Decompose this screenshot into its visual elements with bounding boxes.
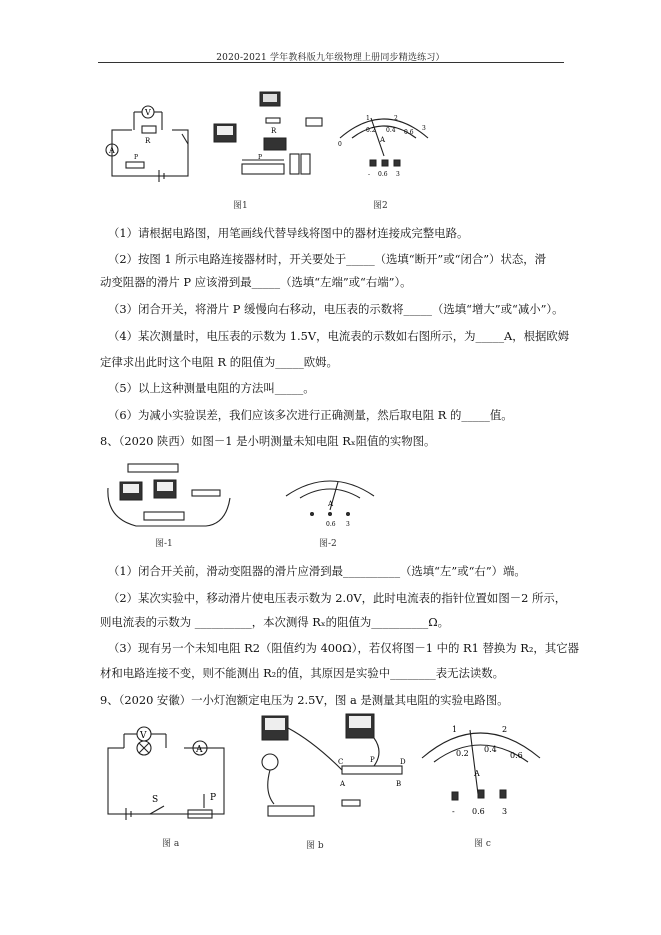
q8-line-3: 则电流表的示数为 __________，本次测得 Rₓ的阻值为__________Ω。 bbox=[100, 615, 450, 629]
voltmeter-symbol-label: V bbox=[145, 108, 151, 117]
q7-line-6: 定律求出此时这个电阻 R 的阻值为_____欧姆。 bbox=[100, 355, 338, 369]
q7-line-3: 动变阻器的滑片 P 应该滑到最_____（选填“左端”或“右端”）。 bbox=[100, 275, 412, 289]
q7-fig1-caption: 图1 bbox=[233, 201, 248, 211]
q7-circuit-diagram bbox=[104, 104, 200, 184]
q8-dial-unit: A bbox=[328, 500, 334, 508]
header-rule bbox=[98, 62, 564, 63]
q7-line-8: （6）为减小实验误差，我们应该多次进行正确测量，然后取电阻 R 的_____值。 bbox=[108, 408, 513, 422]
q9-fig-c-caption: 图 c bbox=[474, 839, 491, 849]
q7-line-5: （4）某次测量时，电压表的示数为 1.5V，电流表的示数如右图所示，为_____A，根据欧姆 bbox=[108, 329, 570, 343]
q8-line-5: 材和电路连接不变，则不能测出 R₂的值，其原因是实验中________表无法读数。 bbox=[100, 666, 505, 680]
q7-line-2: （2）按图 1 所示电路连接器材时，开关要处于_____（选填“断开”或“闭合”）状态，滑 bbox=[108, 252, 547, 266]
dial-1: 1 bbox=[366, 115, 370, 122]
q9-apparatus-photo-b bbox=[244, 712, 408, 830]
q8-fig2-caption: 图-2 bbox=[319, 539, 337, 549]
terminal-3: 3 bbox=[396, 171, 400, 178]
q9-ammeter-dial-c bbox=[416, 718, 546, 824]
q9-fig-b-caption: 图 b bbox=[306, 841, 324, 851]
q9c-terminal-3: 3 bbox=[502, 807, 508, 816]
q9c-terminal-neg: - bbox=[452, 807, 455, 816]
q9c-dial-1: 1 bbox=[452, 725, 458, 734]
q8-ammeter-dial bbox=[282, 474, 378, 530]
dial-3: 3 bbox=[422, 125, 426, 132]
q9b-d: D bbox=[400, 758, 406, 766]
q8-title: 8、（2020 陕西）如图－1 是小明测量未知电阻 Rₓ阻值的实物图。 bbox=[100, 434, 436, 448]
terminal-06: 0.6 bbox=[378, 171, 388, 178]
q7-ammeter-dial bbox=[336, 108, 432, 180]
dial-02: 0.2 bbox=[366, 127, 376, 134]
dial-04: 0.4 bbox=[386, 127, 396, 134]
q8-terminal-06: 0.6 bbox=[326, 521, 336, 528]
q8-terminal-3: 3 bbox=[346, 521, 350, 528]
slider-label: P bbox=[134, 154, 139, 161]
dial-2: 2 bbox=[394, 115, 398, 122]
dial-0: 0 bbox=[338, 141, 342, 148]
q9-circuit-diagram-a bbox=[104, 728, 230, 824]
q9c-dial-2: 2 bbox=[502, 725, 508, 734]
page-header: 2020-2021 学年教科版九年级物理上册同步精选练习） bbox=[216, 53, 445, 63]
apparatus-resistor-label: R bbox=[271, 127, 277, 135]
q8-apparatus-photo bbox=[106, 458, 236, 534]
q8-line-1: （1）闭合开关前，滑动变阻器的滑片应滑到最__________（选填“左”或“右”）端。 bbox=[108, 564, 526, 578]
q7-line-1: （1）请根据电路图，用笔画线代替导线将图中的器材连接成完整电路。 bbox=[108, 226, 469, 240]
resistor-label: R bbox=[145, 137, 151, 145]
q7-line-4: （3）闭合开关，将滑片 P 缓慢向右移动，电压表的示数将_____（选填“增大”或“减小”）。 bbox=[108, 302, 564, 316]
q9a-ammeter-label: A bbox=[196, 745, 203, 755]
q9c-terminal-06: 0.6 bbox=[472, 807, 485, 816]
q9-title: 9、（2020 安徽）一小灯泡额定电压为 2.5V，图 a 是测量其电阻的实验电路图。 bbox=[100, 693, 509, 707]
q7-fig2-caption: 图2 bbox=[373, 201, 388, 211]
q9a-switch-label: S bbox=[152, 795, 159, 805]
q9-fig-a-caption: 图 a bbox=[162, 839, 180, 849]
q9a-slider-label: P bbox=[210, 793, 217, 803]
q7-apparatus-photo bbox=[208, 88, 328, 188]
dial-unit: A bbox=[380, 136, 386, 144]
terminal-neg: - bbox=[368, 171, 371, 178]
q8-line-2: （2）某次实验中，移动滑片使电压表示数为 2.0V，此时电流表的指针位置如图－2 所示， bbox=[108, 591, 567, 605]
q9b-a: A bbox=[340, 780, 346, 788]
q9c-dial-unit: A bbox=[474, 769, 480, 778]
q9c-dial-04: 0.4 bbox=[484, 745, 497, 754]
q9b-p: P bbox=[370, 756, 375, 764]
q8-fig1-caption: 图-1 bbox=[155, 539, 173, 549]
q9b-c: C bbox=[338, 758, 344, 766]
q9c-dial-02: 0.2 bbox=[456, 749, 469, 758]
dial-06: 0.6 bbox=[404, 129, 414, 136]
ammeter-symbol-label: A bbox=[109, 146, 115, 155]
q7-line-7: （5）以上这种测量电阻的方法叫_____。 bbox=[108, 381, 315, 395]
q8-line-4: （3）现有另一个未知电阻 R2（阻值约为 400Ω），若仅将图－1 中的 R1 替换为 R₂，其它器 bbox=[108, 641, 579, 655]
apparatus-slider-label: P bbox=[258, 154, 263, 161]
q9c-dial-06: 0.6 bbox=[510, 751, 523, 760]
q9a-voltmeter-label: V bbox=[140, 731, 147, 741]
q9b-b: B bbox=[396, 780, 402, 788]
